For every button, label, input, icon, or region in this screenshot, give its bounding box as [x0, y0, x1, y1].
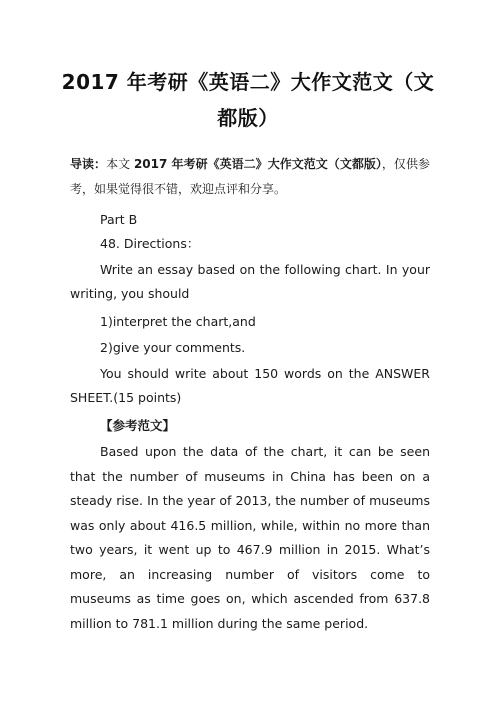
instruction-paragraph: You should write about 150 words on the ANSWER SHEET.(15 points) — [70, 366, 430, 405]
intro-bold-title: 2017 年考研《英语二》大作文范文（文都版） — [133, 157, 382, 171]
sample-essay-label: 【参考范文】 — [100, 418, 176, 433]
intro-label: 导读： — [70, 157, 107, 171]
intro-text-a: 本文 — [106, 157, 134, 171]
task-paragraph: Write an essay based on the following chart. In your writing, you should — [70, 262, 430, 301]
part-heading: Part B — [100, 212, 138, 227]
sample-essay-paragraph: Based upon the data of the chart, it can be seen that the number of museums in China has been on a steady rise. In the year of 2013, the number of museums was only about 416.5 million, while, within no more than two years, it went up to 467.9 million in 2015. What’s more, an increasing number of visitors come to museums as time goes on, which ascended from 637.8 million to 781.1 million during the same period. — [70, 444, 430, 631]
requirement-item-1: 1)interpret the chart,and — [100, 314, 256, 329]
document-title: 2017 年考研《英语二》大作文范文（文都版） — [61, 70, 435, 130]
intro-text-b: ，仅供参考，如果觉得很不错，欢迎点评和分享。 — [70, 157, 430, 196]
intro-paragraph — [70, 152, 430, 202]
directions-heading: 48. Directions： — [100, 236, 200, 251]
requirement-item-2: 2)give your comments. — [100, 340, 246, 355]
